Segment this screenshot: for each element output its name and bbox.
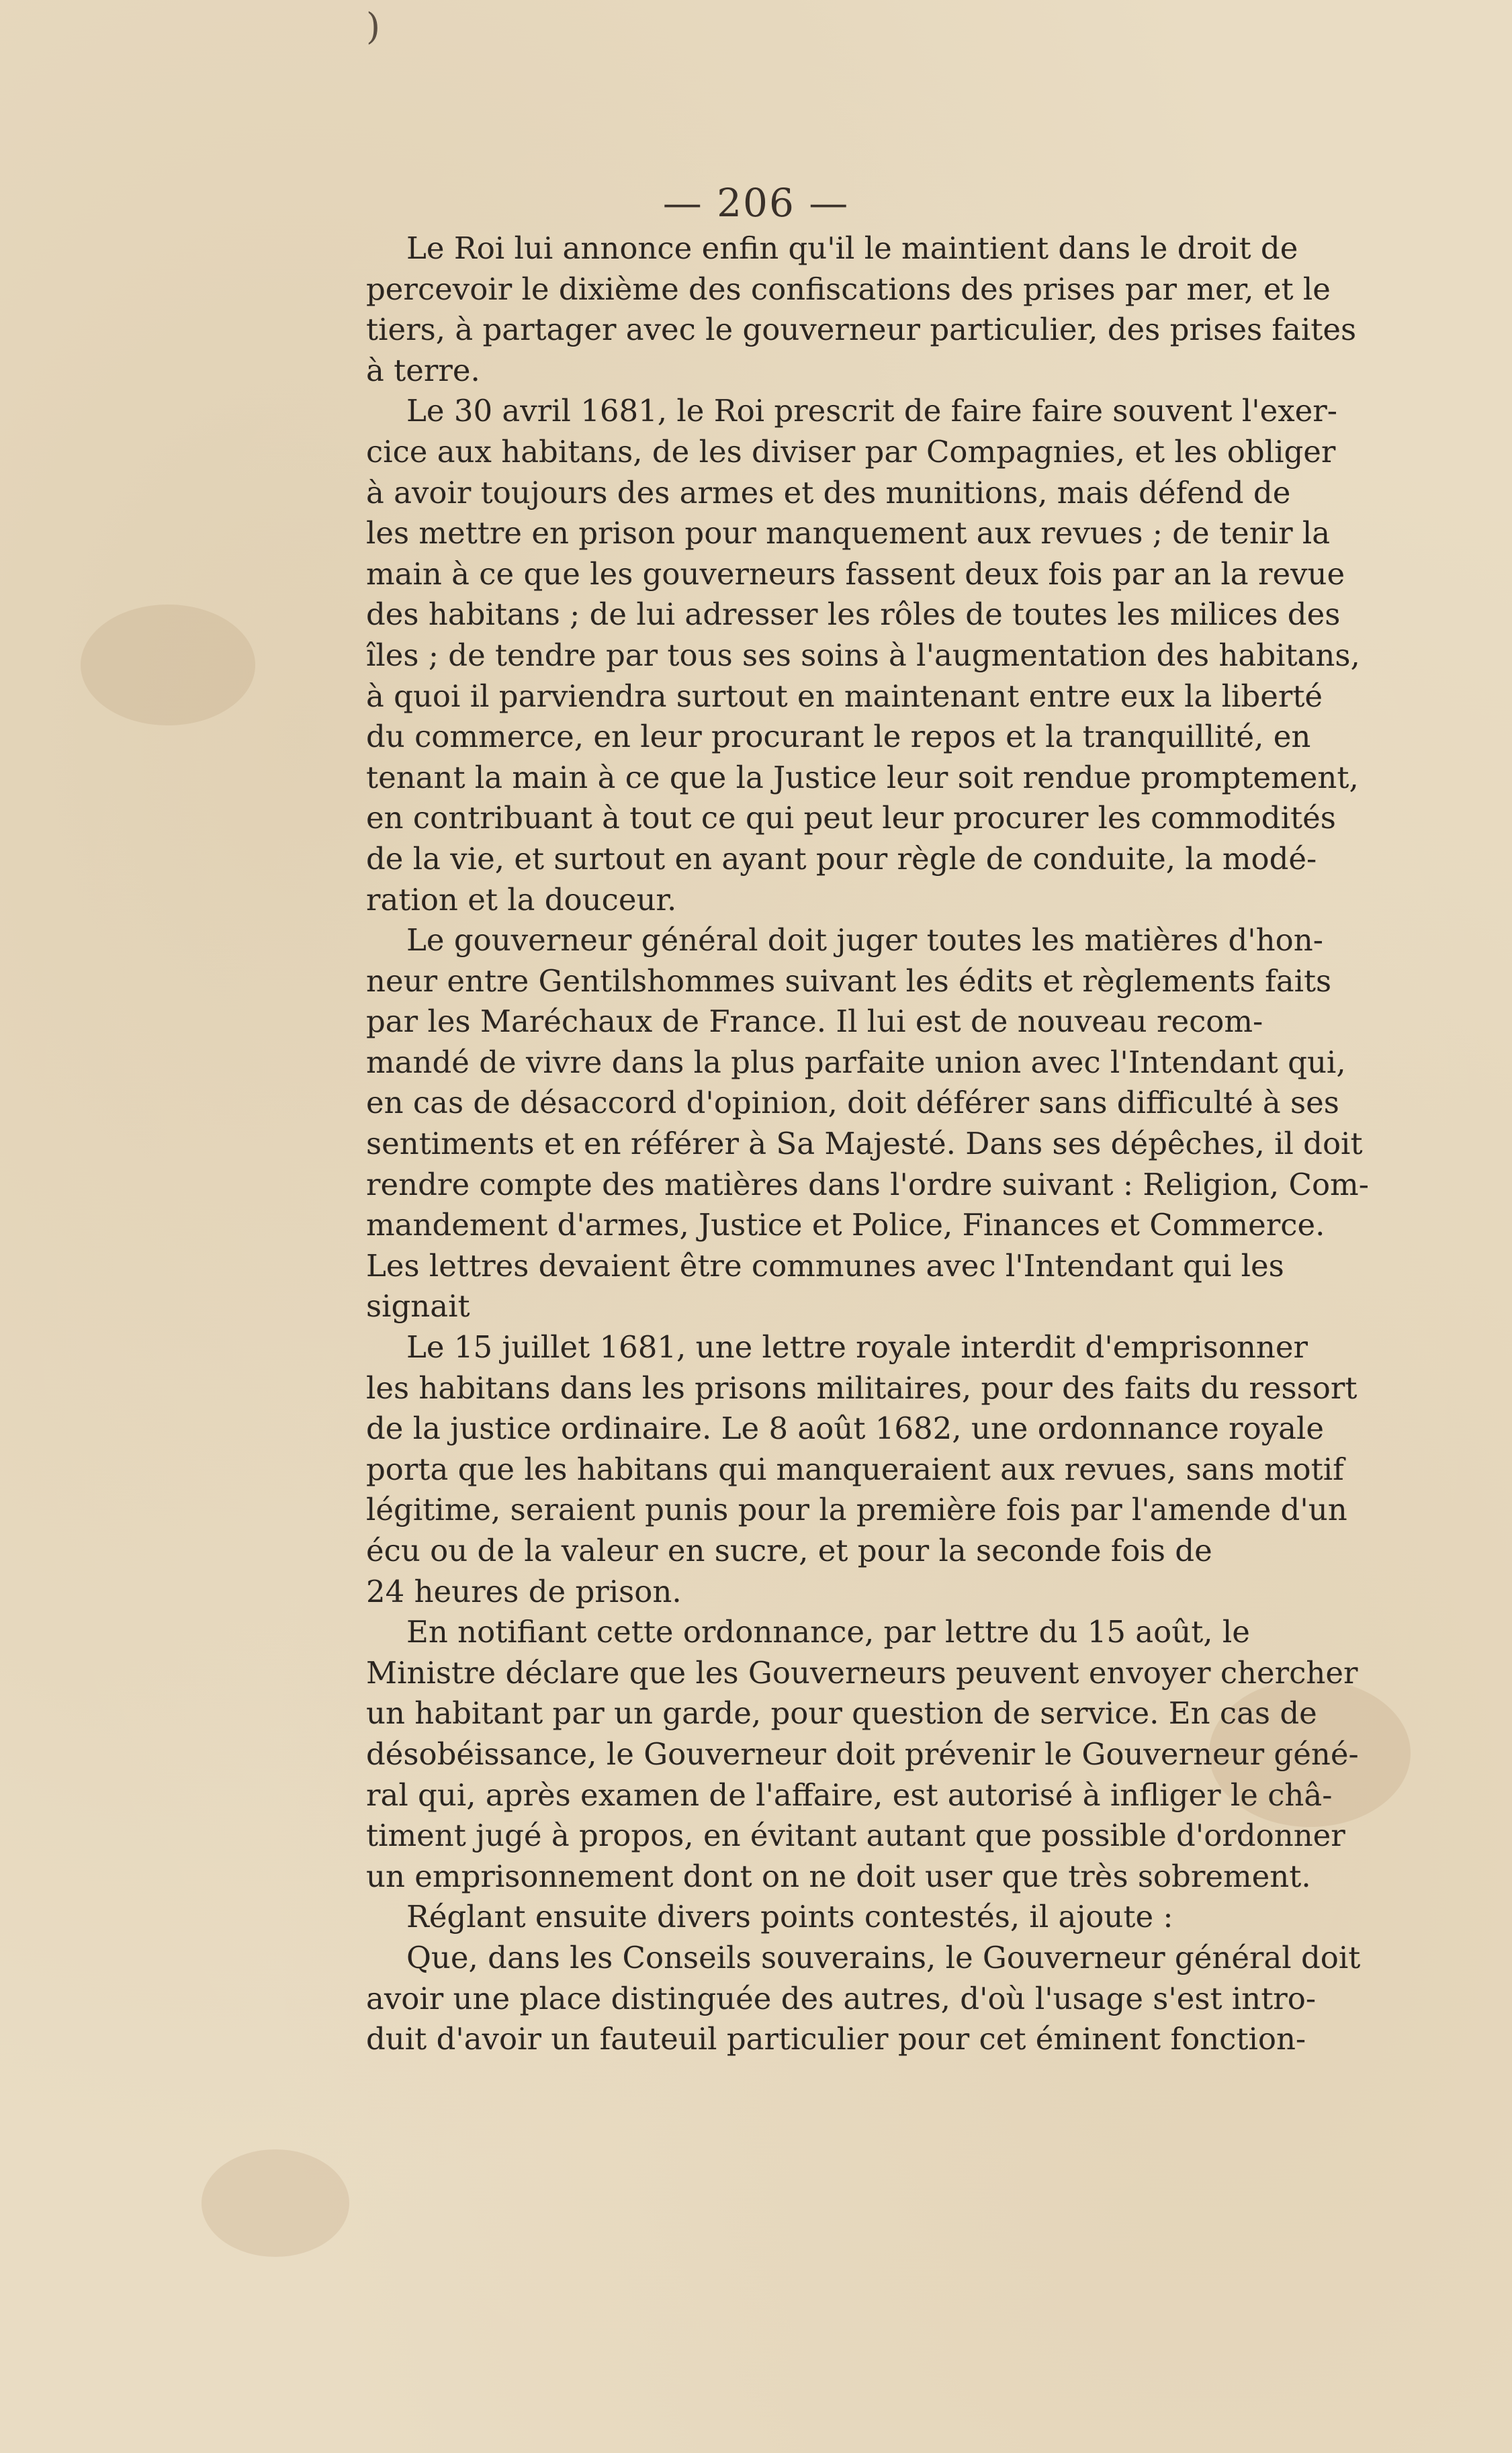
- paragraph: [366, 1327, 1387, 1612]
- text-line: par les Maréchaux de France. Il lui est de nouveau recom-: [366, 1004, 1263, 1040]
- text-line: des habitans ; de lui adresser les rôles de toutes les milices des: [366, 596, 1341, 633]
- text-line: ration et la douceur.: [366, 881, 677, 918]
- text-line: percevoir le dixième des confiscations des prises par mer, et le: [366, 271, 1331, 307]
- text-line: duit d'avoir un fauteuil particulier pour cet éminent fonction-: [366, 2021, 1306, 2057]
- text-line: tiers, à partager avec le gouverneur particulier, des prises faites: [366, 312, 1357, 348]
- paper-stain: [81, 605, 255, 725]
- text-line: signait: [366, 1288, 470, 1325]
- paragraph: [366, 1938, 1387, 2060]
- text-line: Que, dans les Conseils souverains, le Gouverneur général doit: [406, 1939, 1361, 1975]
- margin-mark: ): [366, 5, 381, 48]
- text-line: les mettre en prison pour manquement aux revues ; de tenir la: [366, 515, 1331, 551]
- text-line: porta que les habitans qui manqueraient aux revues, sans motif: [366, 1451, 1344, 1487]
- paragraph: [366, 1897, 1387, 1938]
- body-text: [366, 228, 1387, 2060]
- text-line: en cas de désaccord d'opinion, doit déférer sans difficulté à ses: [366, 1085, 1339, 1121]
- text-line: ral qui, après examen de l'affaire, est autorisé à infliger le châ-: [366, 1777, 1333, 1813]
- paragraph: [366, 228, 1387, 391]
- text-line: un emprisonnement dont on ne doit user que très sobrement.: [366, 1858, 1311, 1894]
- paragraph: [366, 391, 1387, 920]
- text-line: Réglant ensuite divers points contestés, il ajoute :: [406, 1899, 1173, 1935]
- text-line: neur entre Gentilshommes suivant les édits et règlements faits: [366, 963, 1332, 999]
- text-line: main à ce que les gouverneurs fassent deux fois par an la revue: [366, 555, 1345, 592]
- text-line: de la vie, et surtout en ayant pour règle de conduite, la modé-: [366, 840, 1317, 877]
- text-line: tenant la main à ce que la Justice leur soit rendue promptement,: [366, 759, 1359, 795]
- text-line: avoir une place distinguée des autres, d'où l'usage s'est intro-: [366, 1980, 1317, 2016]
- text-line: cice aux habitans, de les diviser par Compagnies, et les obliger: [366, 433, 1336, 470]
- text-line: Le Roi lui annonce enfin qu'il le maintient dans le droit de: [406, 230, 1298, 266]
- text-line: à terre.: [366, 352, 480, 388]
- text-line: à avoir toujours des armes et des munitions, mais défend de: [366, 474, 1291, 510]
- paper-stain: [202, 2149, 349, 2257]
- paragraph: [366, 920, 1387, 1327]
- text-line: mandement d'armes, Justice et Police, Finances et Commerce.: [366, 1207, 1325, 1243]
- text-line: à quoi il parviendra surtout en maintenant entre eux la liberté: [366, 678, 1323, 714]
- text-line: Le 15 juillet 1681, une lettre royale interdit d'emprisonner: [406, 1329, 1308, 1366]
- text-line: un habitant par un garde, pour question de service. En cas de: [366, 1695, 1317, 1732]
- text-line: Le gouverneur général doit juger toutes les matières d'hon-: [406, 922, 1323, 958]
- text-line: légitime, seraient punis pour la première fois par l'amende d'un: [366, 1492, 1347, 1528]
- text-line: 24 heures de prison.: [366, 1573, 682, 1609]
- text-line: les habitans dans les prisons militaires, pour des faits du ressort: [366, 1370, 1358, 1406]
- text-line: de la justice ordinaire. Le 8 août 1682, une ordonnance royale: [366, 1411, 1325, 1447]
- text-line: en contribuant à tout ce qui peut leur procurer les commodités: [366, 800, 1336, 836]
- text-line: timent jugé à propos, en évitant autant que possible d'ordonner: [366, 1818, 1345, 1854]
- text-line: Les lettres devaient être communes avec l'Intendant qui les: [366, 1247, 1284, 1284]
- text-line: désobéissance, le Gouverneur doit prévenir le Gouverneur géné-: [366, 1736, 1359, 1772]
- text-line: mandé de vivre dans la plus parfaite union avec l'Intendant qui,: [366, 1044, 1346, 1080]
- text-line: du commerce, en leur procurant le repos et la tranquillité, en: [366, 719, 1311, 755]
- paragraph: [366, 1612, 1387, 1897]
- text-line: rendre compte des matières dans l'ordre suivant : Religion, Com-: [366, 1166, 1369, 1202]
- page-header: — 206 —: [662, 180, 850, 226]
- text-line: Ministre déclare que les Gouverneurs peuvent envoyer chercher: [366, 1654, 1358, 1691]
- text-line: écu ou de la valeur en sucre, et pour la seconde fois de: [366, 1533, 1212, 1568]
- text-line: En notifiant cette ordonnance, par lettre du 15 août, le: [406, 1614, 1250, 1650]
- text-line: Le 30 avril 1681, le Roi prescrit de faire faire souvent l'exer-: [406, 393, 1337, 429]
- text-line: îles ; de tendre par tous ses soins à l'augmentation des habitans,: [366, 637, 1360, 673]
- text-line: sentiments et en référer à Sa Majesté. Dans ses dépêches, il doit: [366, 1126, 1363, 1162]
